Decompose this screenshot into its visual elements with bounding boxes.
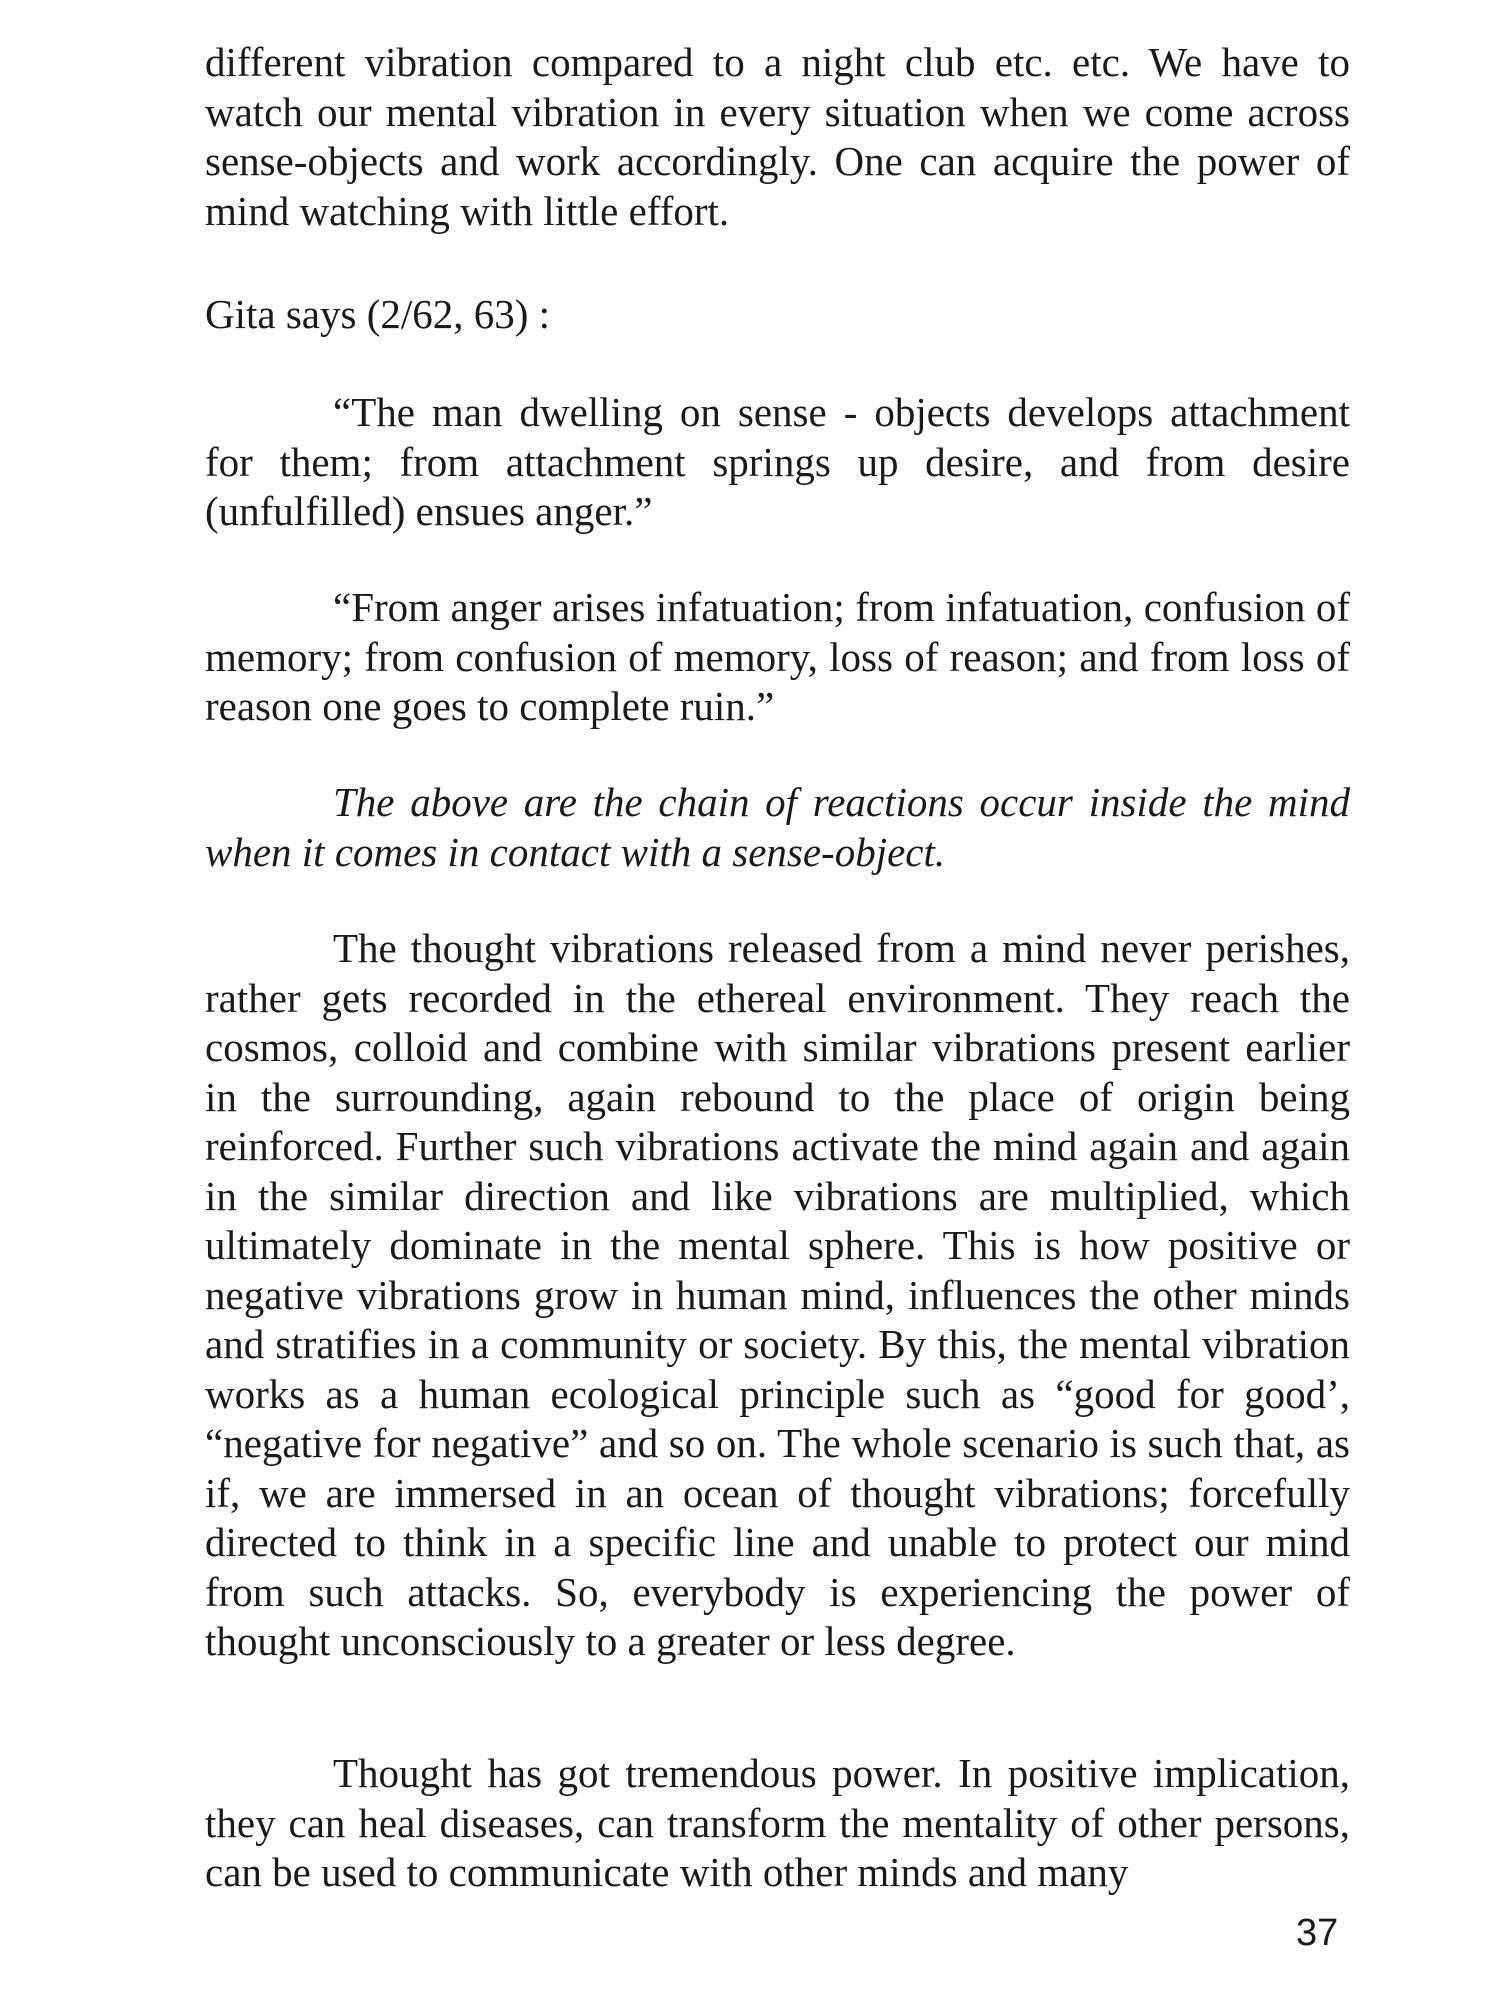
paragraph-thought-power: Thought has got tremendous power. In positive implication, they can heal diseases, can transform the mentality of other persons, can be used to communicate with other minds and many <box>205 1750 1350 1895</box>
page-number: 37 <box>1296 1912 1339 1954</box>
quote-gita-verse-63: “From anger arises infatuation; from infatuation, confusion of memory; from confusion of memory, loss of reason; and from loss of reason one goes to complete ruin.” <box>205 584 1350 729</box>
paragraph-gita-intro: Gita says (2/62, 63) : <box>205 291 551 337</box>
paragraph-continuation: different vibration compared to a night club etc. etc. We have to watch our mental vibration in every situation when we come across sense-objects and work accordingly. One can acquire the power of mind watching with little effort. <box>205 39 1350 234</box>
paragraph-chain-of-reactions: The above are the chain of reactions occur inside the mind when it comes in contact with a sense-object. <box>205 779 1350 875</box>
paragraph-thought-vibrations: The thought vibrations released from a mind never perishes, rather gets recorded in the ethereal environment. They reach the cosmos, colloid and combine with similar vibrations present earlier in the surrounding, again rebound to the place of origin being reinforced. Further such vibrations activate the mind again and again in the similar direction and like vibrations are multiplied, which ultimately dominate in the mental sphere. This is how positive or negative vibrations grow in human mind, influences the other minds and stratifies in a community or society. By this, the mental vibration works as a human ecological principle such as “good for good’, “negative for negative” and so on. The whole scenario is such that, as if, we are immersed in an ocean of thought vibrations; forcefully directed to think in a specific line and unable to protect our mind from such attacks. So, everybody is experiencing the power of thought unconsciously to a greater or less degree. <box>205 925 1350 1664</box>
quote-gita-verse-62: “The man dwelling on sense - objects develops attachment for them; from attachment springs up desire, and from desire (unfulfilled) ensues anger.” <box>205 389 1350 534</box>
